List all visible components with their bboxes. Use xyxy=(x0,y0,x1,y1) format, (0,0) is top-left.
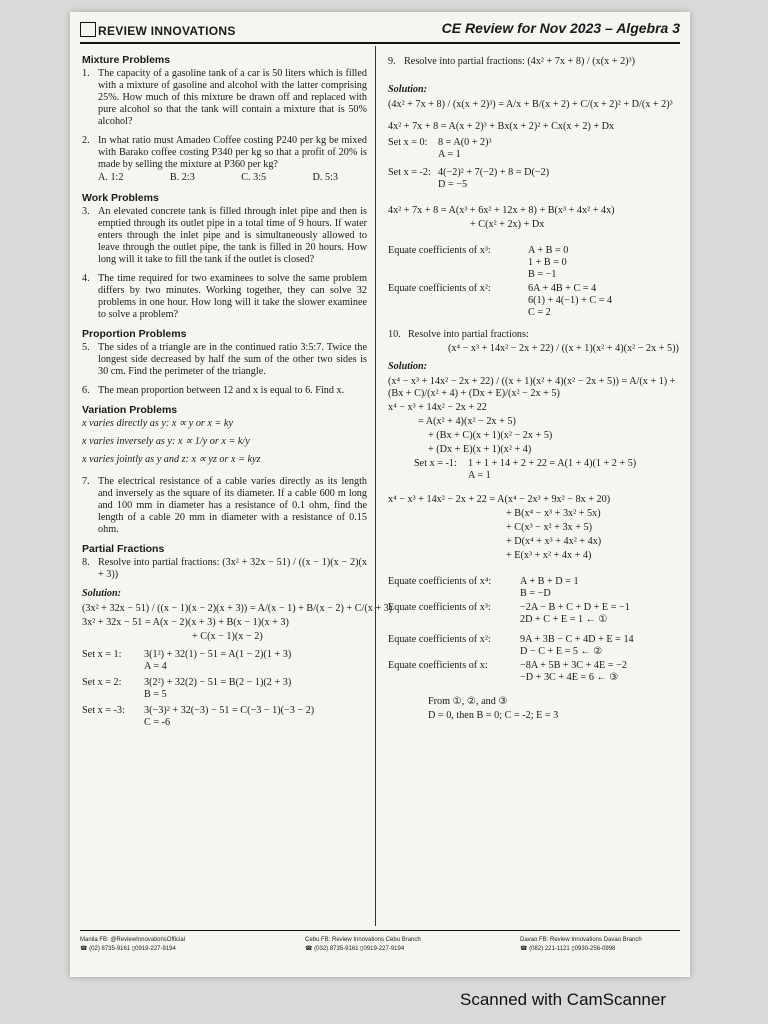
choice: D. 5:3 xyxy=(312,172,338,183)
problem-9: 9. Resolve into partial fractions: (4x² + 7x + 8) / (x(x + 2)³) xyxy=(388,56,636,67)
problem-7: 7. The electrical resistance of a cable varies directly as its length and inversely as the square of its diameter. If a cable 600 m long and 100 mm in diameter has a resistance of 0.1 ohm, find the length of a cable 20 mm in diameter with a resistance of 0.15 ohm. xyxy=(82,476,367,535)
problem-1: 1. The capacity of a gasoline tank of a car is 50 liters which is filled with a mixture of gasoline and alcohol with the latter comprising 25%. How much of this mixture be drawn off and replaced with pure alcohol so that the tank will contain a mixture that is 50% alcohol? xyxy=(82,68,367,127)
solution-10-line: x⁴ − x³ + 14x² − 2x + 22 xyxy=(388,402,487,413)
right-column xyxy=(388,48,680,724)
solution-9-line: (4x² + 7x + 8) / (x(x + 2)³) = A/x + B/(x + 2) + C/(x + 2)² + D/(x + 2)³ xyxy=(388,99,673,110)
solution-8-line: 3x² + 32x − 51 = A(x − 2)(x + 3) + B(x − 1)(x + 3) xyxy=(82,617,289,628)
solution-9-set-x-2: Set x = -2: 4(−2)² + 7(−2) + 8 = D(−2) D = −5 xyxy=(388,167,550,190)
problem-2: 2. In what ratio must Amadeo Coffee costing P240 per kg be mixed with Barako coffee costing P340 per kg so that a profit of 20% is made by selling the mixture at P360 per kg? xyxy=(82,135,367,170)
section-title-partial: Partial Fractions xyxy=(82,543,165,555)
solution-8-set-x3: Set x = -3: 3(−3)² + 32(−3) − 51 = C(−3 − 1)(−3 − 2) C = -6 xyxy=(82,705,315,728)
document-page xyxy=(70,12,690,977)
section-title-proportion: Proportion Problems xyxy=(82,328,187,340)
solution-10-final: From ①, ②, and ③ xyxy=(428,696,508,707)
problem-10: 10. Resolve into partial fractions: xyxy=(388,329,529,340)
problem-6: 6. The mean proportion between 12 and x is equal to 6. Find x. xyxy=(82,385,345,396)
solution-10-set-x-1: Set x = -1: 1 + 1 + 14 + 2 + 22 = A(1 + 4)(1 + 2 + 5) A = 1 xyxy=(414,458,637,481)
solution-10-line: (x⁴ − x³ + 14x² − 2x + 22) / ((x + 1)(x² + 4)(x² − 2x + 5)) = A/(x + 1) + (Bx + C)/(x² + 4) + (Dx + E)/(x² − 2x + 5) xyxy=(388,376,676,399)
section-title-work: Work Problems xyxy=(82,192,159,204)
solution-9-line: 4x² + 7x + 8 = A(x + 2)³ + Bx(x + 2)² + Cx(x + 2) + Dx xyxy=(388,121,615,132)
solution-10-line: + (Bx + C)(x + 1)(x² − 2x + 5) xyxy=(428,430,553,441)
problem-8: 8. Resolve into partial fractions: (3x² + 32x − 51) / ((x − 1)(x − 2)(x + 3)) xyxy=(82,557,367,580)
left-column xyxy=(82,48,393,731)
solution-10-expand: + C(x³ − x² + 3x + 5) xyxy=(506,522,592,533)
page-header xyxy=(80,20,680,44)
solution-10-coeff-x3: Equate coefficients of x³: −2A − B + C + D + E = −1 2D + C + E = 1 ← ① xyxy=(388,602,630,625)
solution-9-expand: 4x² + 7x + 8 = A(x³ + 6x² + 12x + 8) + B(x³ + 4x² + 4x) xyxy=(388,205,615,216)
solution-10-expand: + B(x⁴ − x³ + 3x² + 5x) xyxy=(506,508,601,519)
solution-9-set-x0: Set x = 0: 8 = A(0 + 2)³ A = 1 xyxy=(388,137,492,160)
section-title-mixture: Mixture Problems xyxy=(82,54,171,66)
solution-10-expand: + D(x⁴ + x³ + 4x² + 4x) xyxy=(506,536,602,547)
solution-10-coeff-x1: Equate coefficients of x: −8A + 5B + 3C + 4E = −2 −D + 3C + 4E = 6 ← ③ xyxy=(388,660,627,683)
problem-2-choices xyxy=(98,172,338,184)
choice: A. 1:2 xyxy=(98,172,124,183)
solution-label: Solution: xyxy=(82,588,122,599)
variation-joint: x varies jointly as y and z: x ∝ yz or x = kyz xyxy=(82,454,261,465)
solution-10-coeff-x2: Equate coefficients of x²: 9A + 3B − C + 4D + E = 14 D − C + E = 5 ← ② xyxy=(388,634,634,657)
solution-9-coeff-x3: Equate coefficients of x³: A + B = 0 1 + B = 0 B = −1 xyxy=(388,245,569,280)
problem-3: 3. An elevated concrete tank is filled through inlet pipe and then is emptied through its outlet pipe in a total time of 9 hours. If water enters through the inlet pipe and is simultaneously allowed to leave through the outlet pipe, the tank is filled in 20 hours. How long will it take to fill the tank if the outlet is closed? xyxy=(82,206,367,265)
solution-10-line: + (Dx + E)(x + 1)(x² + 4) xyxy=(428,444,532,455)
column-divider xyxy=(375,46,376,926)
footer-manila: Manila FB: @ReviewInnovationsOfficial ☎ (02) 8735-9161 ▯0919-227-9194 xyxy=(80,937,186,952)
solution-8-line: (3x² + 32x − 51) / ((x − 1)(x − 2)(x + 3)) = A/(x − 1) + B/(x − 2) + C/(x + 3) xyxy=(82,603,393,614)
brand-logo xyxy=(80,22,236,38)
logo-icon xyxy=(80,22,96,37)
solution-10-expand: x⁴ − x³ + 14x² − 2x + 22 = A(x⁴ − 2x³ + 9x² − 8x + 20) xyxy=(388,494,611,505)
choice: B. 2:3 xyxy=(169,172,195,183)
page-footer xyxy=(80,930,680,952)
footer-cebu: Cebu FB: Review Innovations Cebu Branch ☎ (032) 8735-9161 ▯0919-227-9194 xyxy=(305,937,421,952)
problem-4: 4. The time required for two examinees to solve the same problem differs by two minutes. Working together, they can solve 32 problems in one hour. How long will it take the slower examinee to solve a problem? xyxy=(82,273,367,320)
solution-8-set-x1: Set x = 1: 3(1²) + 32(1) − 51 = A(1 − 2)(1 + 3) A = 4 xyxy=(82,649,292,672)
solution-9-coeff-x2: Equate coefficients of x²: 6A + 4B + C = 4 6(1) + 4(−1) + C = 4 C = 2 xyxy=(388,283,613,318)
problem-10-expression: (x⁴ − x³ + 14x² − 2x + 22) / ((x + 1)(x² + 4)(x² − 2x + 5)) xyxy=(448,343,679,354)
page-title: CE Review for Nov 2023 – Algebra 3 xyxy=(441,20,680,36)
footer-davao: Davao FB: Review Innovations Davao Branch ☎ (082) 221-1121 ▯0930-256-0998 xyxy=(520,937,642,952)
solution-10-final: D = 0, then B = 0; C = -2; E = 3 xyxy=(428,710,559,721)
solution-10-expand: + E(x³ + x² + 4x + 4) xyxy=(506,550,592,561)
solution-label: Solution: xyxy=(388,361,428,372)
choice: C. 3:5 xyxy=(241,172,267,183)
scanner-watermark: Scanned with CamScanner xyxy=(460,990,667,1009)
solution-8-set-x2: Set x = 2: 3(2²) + 32(2) − 51 = B(2 − 1)(2 + 3) B = 5 xyxy=(82,677,292,700)
section-title-variation: Variation Problems xyxy=(82,404,178,416)
variation-direct: x varies directly as y: x ∝ y or x = ky xyxy=(82,418,233,429)
solution-8-line: + C(x − 1)(x − 2) xyxy=(192,631,263,642)
solution-9-expand: + C(x² + 2x) + Dx xyxy=(470,219,545,230)
problem-5: 5. The sides of a triangle are in the continued ratio 3:5:7. Twice the longest side decreased by half the sum of the other two sides is 30 cm. Find the perimeter of the triangle. xyxy=(82,342,367,377)
solution-label: Solution: xyxy=(388,84,428,95)
solution-10-coeff-x4: Equate coefficients of x⁴: A + B + D = 1 B = −D xyxy=(388,576,579,599)
brand-name: REVIEW INNOVATIONS xyxy=(98,24,236,38)
variation-inverse: x varies inversely as y: x ∝ 1/y or x = k/y xyxy=(82,436,250,447)
solution-10-line: = A(x² + 4)(x² − 2x + 5) xyxy=(418,416,516,427)
